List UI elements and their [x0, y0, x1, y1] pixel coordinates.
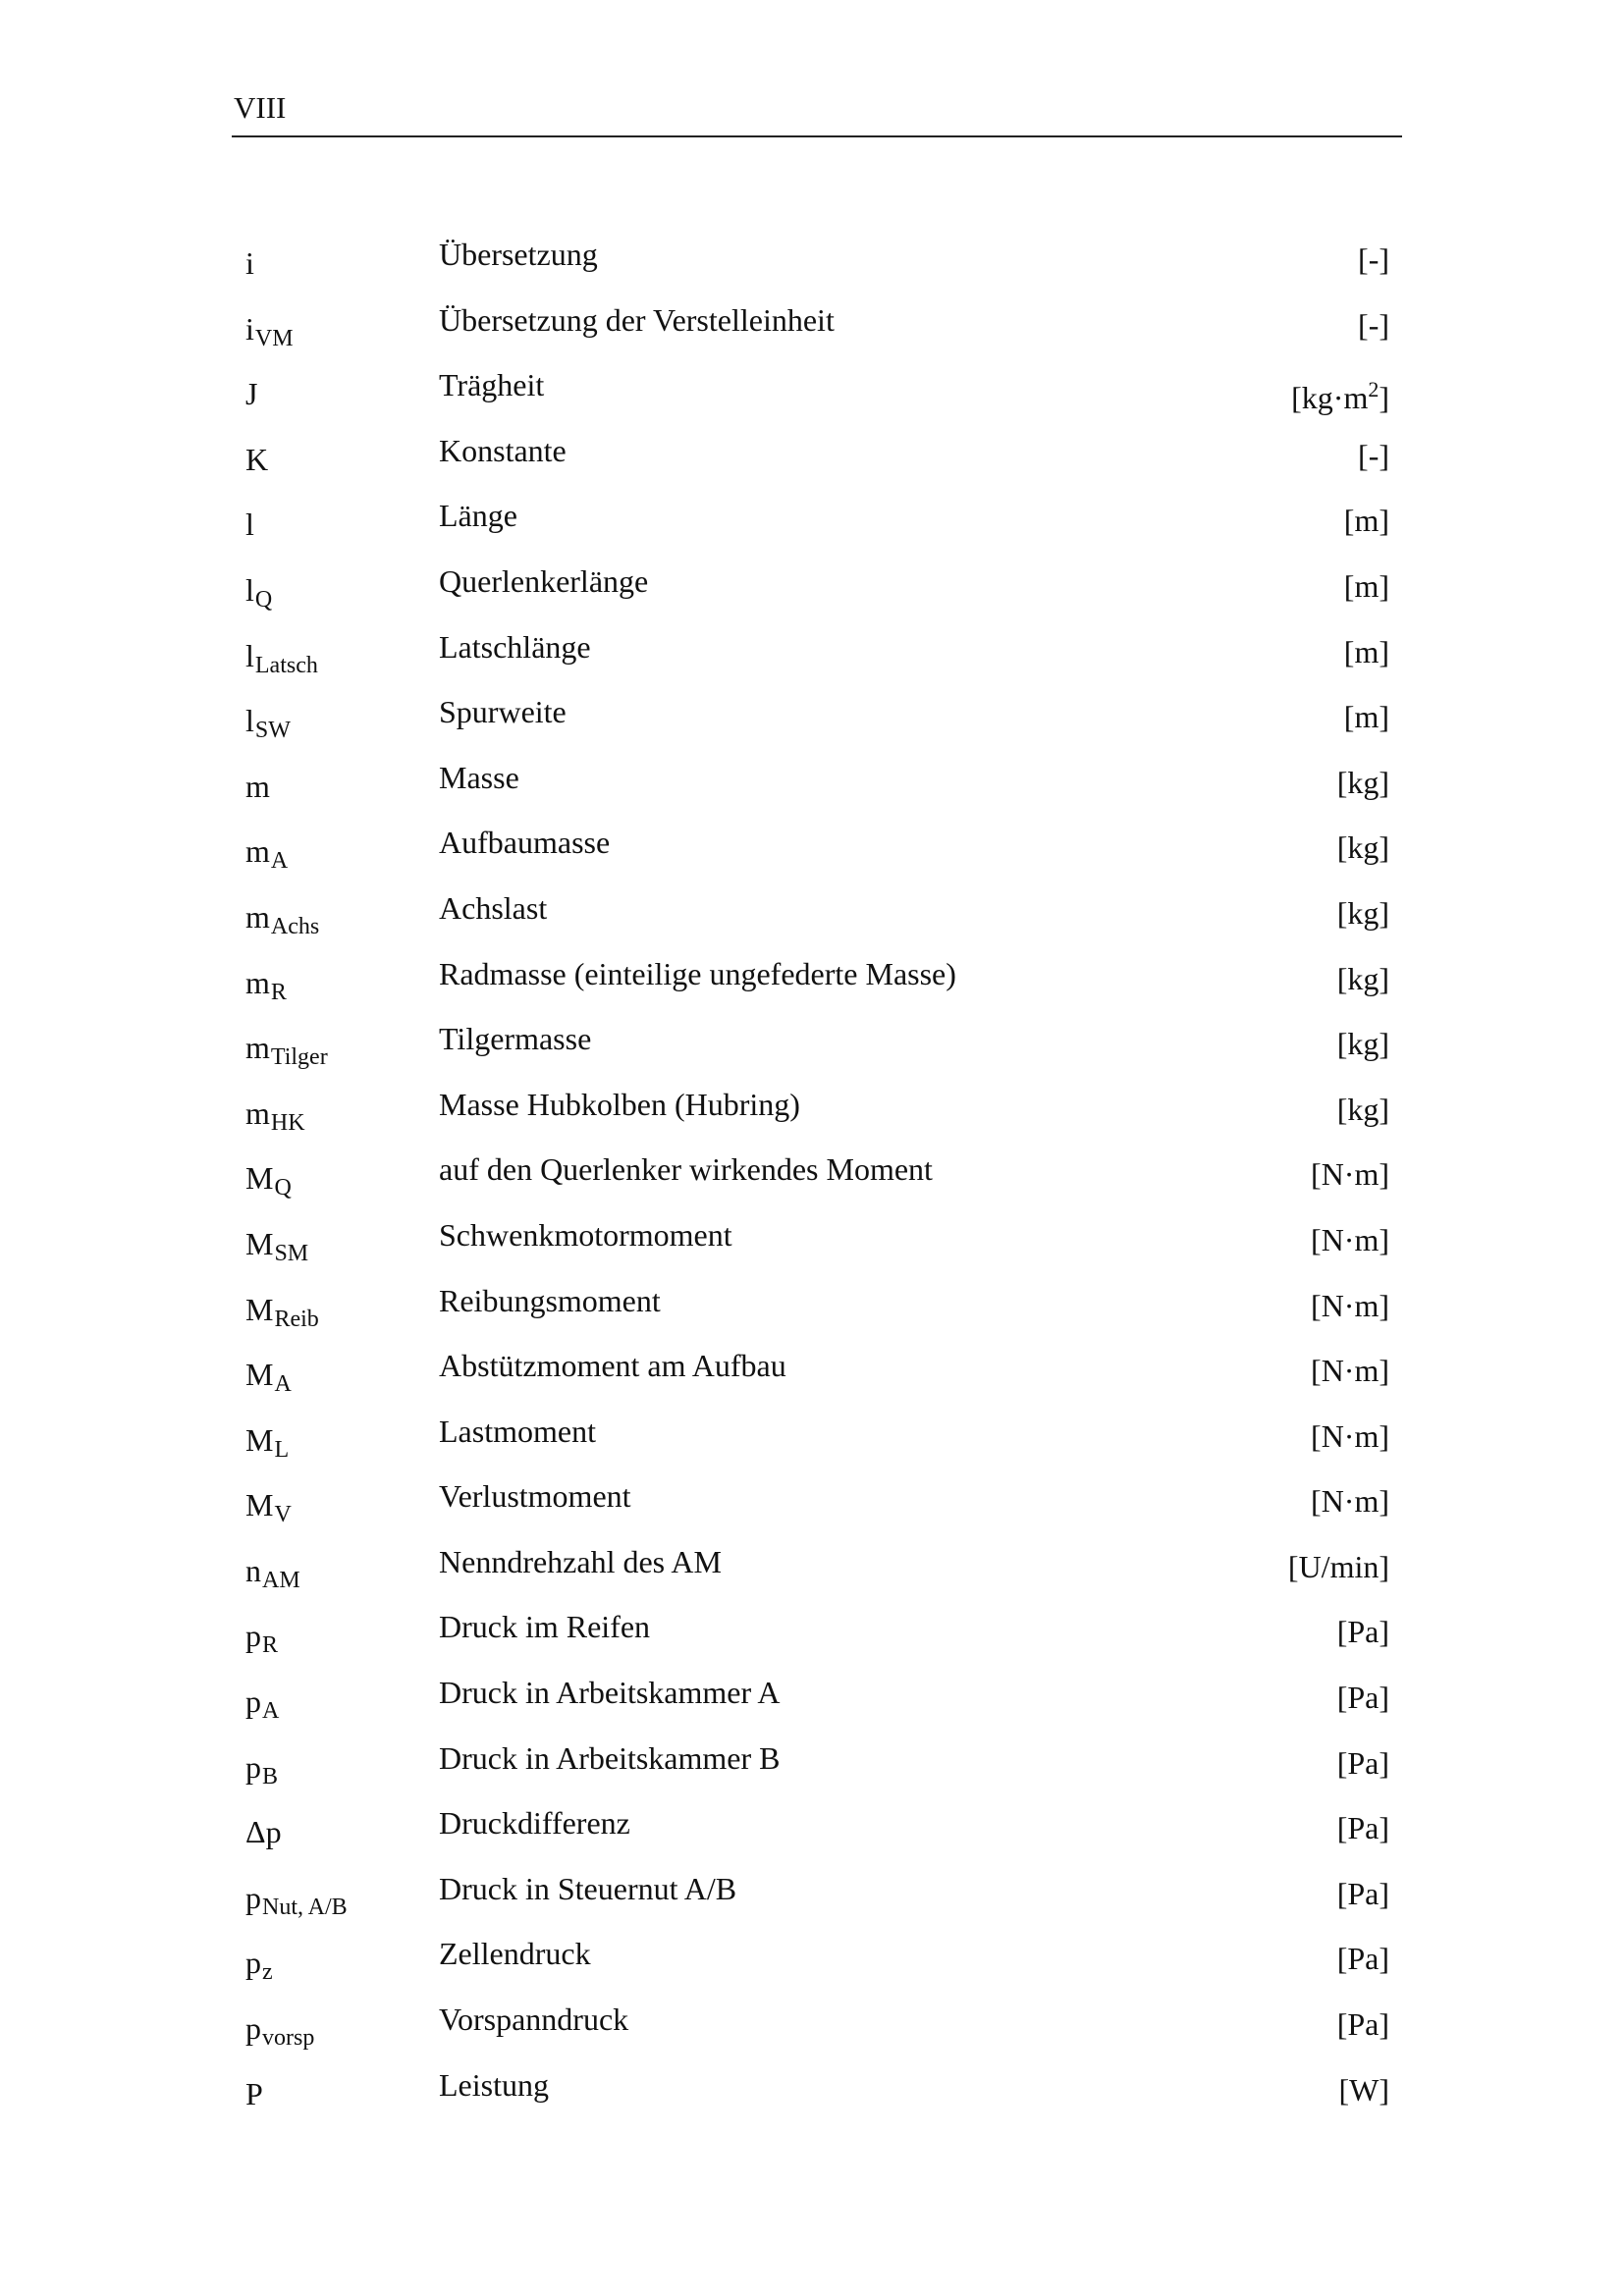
symbol-base: m — [245, 1030, 270, 1066]
unit-text: [Pa] — [1336, 1680, 1389, 1716]
symbol-unit — [1311, 1353, 1389, 1388]
symbol-description: Querlenkerlänge — [439, 562, 649, 599]
symbol-unit — [1288, 1549, 1389, 1584]
symbol-description: Nenndrehzahl des AM — [439, 1543, 722, 1579]
unit-text: [-] — [1358, 306, 1389, 343]
symbol-unit — [1337, 765, 1389, 800]
symbol-description: Druck in Arbeitskammer A — [439, 1675, 781, 1711]
symbol-base: l — [245, 703, 254, 739]
symbol-row — [245, 1147, 1389, 1212]
symbol-subscript: vorsp — [262, 2025, 315, 2052]
symbol-description: Zellendruck — [439, 1936, 591, 1972]
symbol — [245, 1945, 273, 1984]
symbol-subscript: Tilger — [270, 1044, 328, 1071]
symbol-base: M — [245, 1225, 274, 1261]
symbol-description: Spurweite — [439, 694, 567, 730]
symbol-base: P — [245, 2075, 263, 2111]
symbol-row — [245, 820, 1389, 885]
symbol — [245, 1618, 278, 1657]
symbol-unit — [1344, 568, 1389, 604]
unit-text: [m] — [1343, 567, 1389, 604]
unit-text: [Pa] — [1336, 1744, 1389, 1781]
unit-text: [U/min] — [1287, 1548, 1389, 1584]
symbol-unit — [1337, 1026, 1389, 1061]
symbol-row — [245, 1473, 1389, 1539]
symbol-unit — [1311, 1156, 1389, 1192]
symbol-subscript: Achs — [270, 913, 320, 939]
symbol-base: Δp — [245, 1814, 282, 1850]
unit-text: [kg] — [1336, 1091, 1389, 1127]
symbol-base: i — [245, 245, 254, 281]
symbol-unit — [1337, 2006, 1389, 2042]
symbol-base: l — [245, 637, 254, 673]
symbol-base: m — [245, 833, 270, 870]
symbol — [245, 442, 268, 477]
symbol-subscript: V — [274, 1502, 292, 1528]
symbol — [245, 638, 318, 677]
symbol-base: p — [245, 1618, 261, 1654]
symbol-row — [245, 624, 1389, 690]
unit-text: [m] — [1343, 503, 1389, 539]
symbol-subscript: z — [262, 1959, 273, 1986]
symbol-description: Schwenkmotormoment — [439, 1216, 732, 1253]
symbol-base: m — [245, 964, 270, 1000]
symbol-description: Radmasse (einteilige ungefederte Masse) — [439, 955, 956, 991]
symbol-row — [245, 1539, 1389, 1605]
symbol-base: M — [245, 1421, 274, 1458]
symbol-description: Aufbaumasse — [439, 825, 611, 861]
symbol-row — [245, 1735, 1389, 1801]
unit-superscript: 2 — [1368, 377, 1380, 402]
symbol-description: Lastmoment — [439, 1413, 596, 1449]
symbol-description: Verlustmoment — [439, 1478, 631, 1515]
symbol — [245, 1292, 319, 1331]
symbol-unit — [1344, 503, 1389, 538]
symbol-description: Druck in Arbeitskammer B — [439, 1739, 781, 1776]
unit-text: [kg] — [1336, 894, 1389, 931]
symbol-subscript: SM — [274, 1240, 309, 1266]
unit-text: [m] — [1343, 699, 1389, 735]
symbol-base: M — [245, 1357, 274, 1393]
symbol-row — [245, 885, 1389, 951]
symbol-base: i — [245, 310, 254, 347]
symbol-subscript: Q — [254, 586, 273, 613]
symbol-description: Druck in Steuernut A/B — [439, 1870, 737, 1906]
symbol-subscript: SW — [254, 718, 291, 744]
symbol-row — [245, 1212, 1389, 1278]
symbol-unit — [1337, 1745, 1389, 1781]
symbol-description: Vorspanndruck — [439, 2002, 629, 2038]
symbol — [245, 899, 319, 938]
symbol — [245, 572, 272, 612]
unit-text: [m] — [1343, 633, 1389, 669]
unit-text: [N·m] — [1311, 1221, 1389, 1257]
unit-text: [N·m] — [1311, 1156, 1389, 1193]
symbol — [245, 1226, 308, 1265]
symbol-row — [245, 493, 1389, 559]
symbol-row — [245, 755, 1389, 821]
symbol-base: m — [245, 1095, 270, 1131]
symbol-base: m — [245, 898, 270, 934]
symbol-row — [245, 1670, 1389, 1735]
symbol-unit — [1337, 829, 1389, 865]
symbol-unit — [1311, 1288, 1389, 1323]
symbol-description: Druck im Reifen — [439, 1609, 651, 1645]
symbol-subscript: Nut, A/B — [262, 1894, 348, 1920]
symbol-base: p — [245, 2010, 261, 2047]
symbol-subscript: HK — [270, 1109, 305, 1136]
symbol-subscript: Latsch — [254, 652, 318, 678]
symbol-unit — [1311, 1222, 1389, 1257]
unit-text: [W] — [1338, 2071, 1389, 2108]
symbol-row — [245, 232, 1389, 297]
symbol-subscript: L — [274, 1436, 290, 1463]
symbol-row — [245, 1343, 1389, 1409]
unit-text: [kg] — [1336, 764, 1389, 800]
symbol-description: Trägheit — [439, 367, 545, 403]
unit-text: [-] — [1358, 241, 1389, 277]
unit-text: [Pa] — [1336, 1941, 1389, 1977]
symbol-description: Achslast — [439, 889, 548, 926]
symbol-subscript: VM — [254, 325, 294, 351]
symbol-row — [245, 1604, 1389, 1670]
symbol-description: Masse Hubkolben (Hubring) — [439, 1086, 800, 1122]
page-number: VIII — [234, 90, 287, 125]
symbol-row — [245, 1409, 1389, 1474]
symbol-base: p — [245, 1683, 261, 1720]
unit-text: [Pa] — [1336, 1614, 1389, 1650]
symbol-base: M — [245, 1160, 274, 1197]
symbol-description: Übersetzung — [439, 237, 598, 272]
symbol-unit — [1337, 895, 1389, 931]
symbol — [245, 833, 288, 873]
symbol-base: p — [245, 1879, 261, 1915]
unit-text-end: ] — [1379, 380, 1389, 416]
symbol — [245, 245, 254, 281]
symbol-description: Druckdifferenz — [439, 1805, 630, 1842]
symbol-unit — [1358, 307, 1389, 343]
symbol-unit — [1337, 1092, 1389, 1127]
symbol-description: Leistung — [439, 2066, 549, 2103]
symbol — [245, 1095, 305, 1135]
symbol-row — [245, 1931, 1389, 1997]
symbol-description: Reibungsmoment — [439, 1282, 661, 1318]
symbol-base: l — [245, 507, 254, 543]
symbol-unit — [1344, 634, 1389, 669]
symbol-base: n — [245, 1552, 261, 1588]
unit-text: [kg] — [1336, 829, 1389, 866]
symbol-row — [245, 559, 1389, 624]
symbol-unit — [1337, 1941, 1389, 1976]
symbol — [245, 1749, 278, 1789]
symbol-row — [245, 1800, 1389, 1866]
symbol-base: K — [245, 441, 269, 477]
unit-text: [Pa] — [1336, 2006, 1389, 2043]
symbol-subscript: B — [262, 1763, 279, 1789]
symbol-description: Abstützmoment am Aufbau — [439, 1348, 786, 1384]
unit-text: [N·m] — [1311, 1353, 1389, 1389]
symbol-row — [245, 951, 1389, 1017]
unit-text: [-] — [1358, 437, 1389, 473]
symbol-unit — [1337, 961, 1389, 996]
symbol-row — [245, 428, 1389, 494]
symbol-subscript: R — [262, 1632, 279, 1659]
symbol-base: l — [245, 571, 254, 608]
symbol-base: J — [245, 376, 258, 412]
symbol-subscript: Reib — [274, 1306, 319, 1332]
symbol-description: Masse — [439, 759, 519, 795]
symbol-description: auf den Querlenker wirkendes Moment — [439, 1151, 933, 1188]
symbol-base: p — [245, 1945, 261, 1981]
symbol — [245, 1422, 289, 1462]
symbol-row — [245, 1997, 1389, 2062]
symbol-row — [245, 362, 1389, 428]
symbol-description: Länge — [439, 498, 517, 534]
symbol — [245, 311, 294, 350]
unit-text: [kg] — [1336, 960, 1389, 996]
symbol-list — [245, 232, 1389, 2127]
symbol — [245, 1487, 292, 1526]
symbol — [245, 376, 257, 411]
symbol-unit — [1337, 1810, 1389, 1845]
symbol-base: M — [245, 1291, 274, 1327]
symbol — [245, 1814, 282, 1849]
symbol — [245, 1683, 279, 1723]
symbol-unit — [1311, 1483, 1389, 1519]
page-header — [232, 88, 1402, 137]
symbol — [245, 965, 287, 1004]
symbol — [245, 1553, 300, 1592]
unit-text: [Pa] — [1336, 1810, 1389, 1846]
symbol — [245, 703, 291, 742]
symbol-subscript: A — [274, 1371, 292, 1398]
symbol-row — [245, 1866, 1389, 1932]
symbol-subscript: R — [270, 979, 287, 1005]
symbol-subscript: AM — [262, 1567, 300, 1593]
symbol — [245, 1030, 328, 1069]
unit-text: [N·m] — [1311, 1287, 1389, 1323]
symbol-description: Latschlänge — [439, 628, 591, 665]
symbol-unit — [1344, 699, 1389, 734]
symbol-base: m — [245, 768, 270, 804]
symbol-unit — [1311, 1418, 1389, 1454]
symbol-subscript: A — [270, 848, 289, 875]
symbol — [245, 1880, 348, 1919]
symbol-unit — [1291, 372, 1389, 415]
unit-text: [N·m] — [1311, 1417, 1389, 1454]
symbol — [245, 507, 254, 542]
symbol-base: p — [245, 1748, 261, 1785]
unit-text: [Pa] — [1336, 1875, 1389, 1911]
symbol — [245, 1160, 292, 1200]
symbol-row — [245, 1278, 1389, 1344]
symbol-base: M — [245, 1487, 274, 1523]
symbol-description: Übersetzung der Verstelleinheit — [439, 301, 835, 338]
symbol-row — [245, 1016, 1389, 1082]
symbol-unit — [1337, 1876, 1389, 1911]
symbol-unit — [1338, 2072, 1389, 2108]
symbol-unit — [1337, 1614, 1389, 1649]
symbol-subscript: A — [262, 1698, 280, 1725]
symbol-unit — [1358, 241, 1389, 277]
unit-text: [kg] — [1336, 1026, 1389, 1062]
symbol-row — [245, 2062, 1389, 2128]
unit-text: [N·m] — [1311, 1483, 1389, 1520]
symbol — [245, 2076, 263, 2111]
symbol-unit — [1337, 1680, 1389, 1715]
symbol-row — [245, 1082, 1389, 1148]
unit-text: [kg·m — [1291, 380, 1369, 416]
symbol-row — [245, 297, 1389, 363]
symbol-description: Konstante — [439, 432, 567, 468]
symbol-description: Tilgermasse — [439, 1021, 592, 1057]
symbol — [245, 2010, 314, 2050]
symbol-subscript: Q — [274, 1175, 292, 1201]
symbol — [245, 1357, 292, 1396]
symbol-unit — [1358, 438, 1389, 473]
symbol — [245, 769, 270, 804]
symbol-row — [245, 689, 1389, 755]
